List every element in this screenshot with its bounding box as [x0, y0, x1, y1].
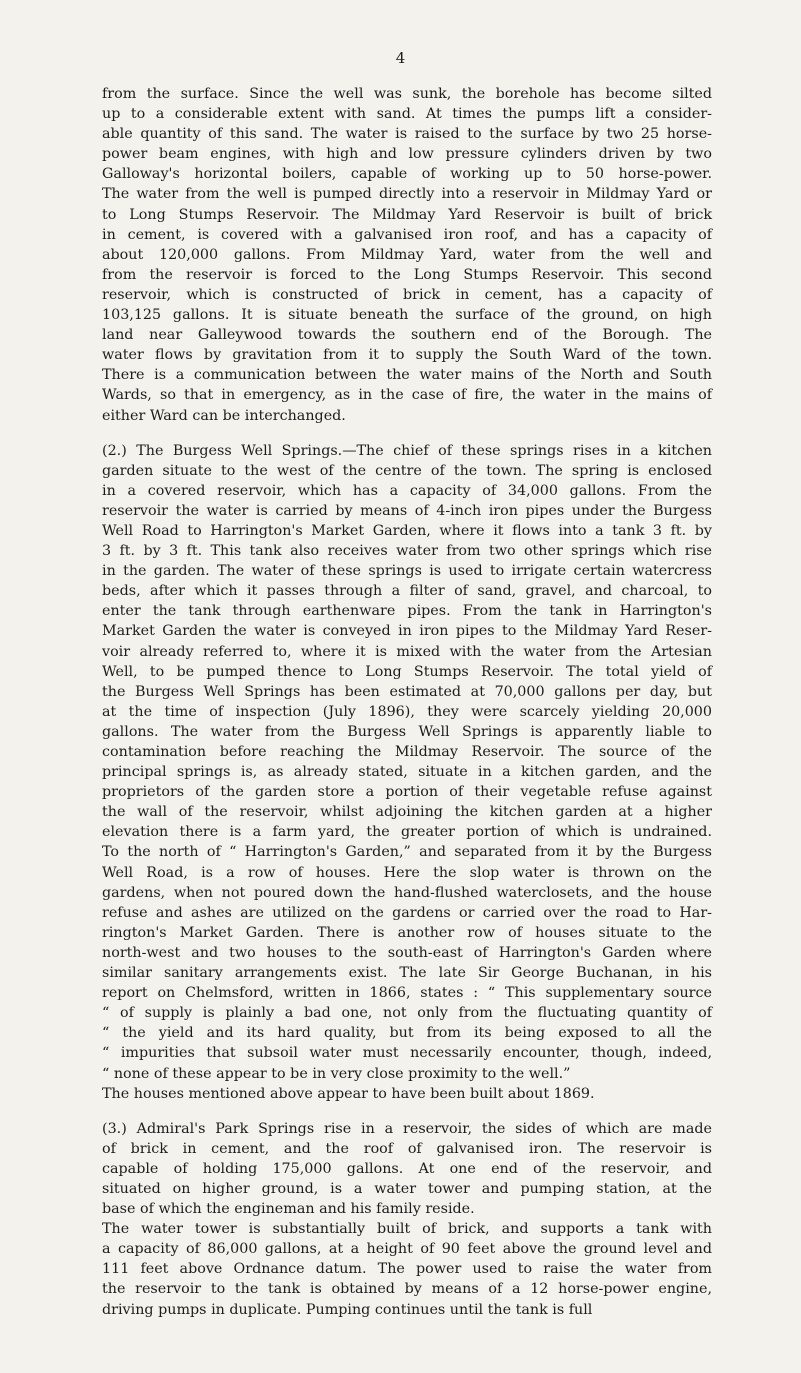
text-line: The water from the well is pumped directly into a reservoir in Mildmay Yard or [102, 186, 712, 203]
text-line: (2.) The Burgess Well Springs.—The chief of these springs rises in a kitchen [102, 442, 712, 459]
paragraph-admirals-park-springs [102, 1119, 712, 1320]
text-line: power beam engines, with high and low pressure cylinders driven by two [102, 146, 712, 163]
text-line: in the garden. The water of these springs is used to irrigate certain watercress [102, 563, 712, 580]
text-line: refuse and ashes are utilized on the gardens or carried over the road to Har- [102, 904, 712, 921]
text-line: at the time of inspection (July 1896), they were scarcely yielding 20,000 [102, 703, 712, 720]
text-line: To the north of “ Harrington's Garden,” and separated from it by the Burgess [102, 844, 712, 861]
text-line: able quantity of this sand. The water is raised to the surface by two 25 horse- [102, 126, 712, 143]
text-line: beds, after which it passes through a filter of sand, gravel, and charcoal, to [102, 583, 712, 600]
page-number: 4 [395, 49, 406, 67]
text-line: The water tower is substantially built of brick, and supports a tank with [102, 1221, 712, 1238]
text-line: principal springs is, as already stated, situate in a kitchen garden, and the [102, 764, 712, 781]
text-line: capable of holding 175,000 gallons. At one end of the reservoir, and [102, 1160, 712, 1177]
text-line: situated on higher ground, is a water tower and pumping station, at the [102, 1180, 712, 1197]
text-line: similar sanitary arrangements exist. The late Sir George Buchanan, in his [102, 965, 712, 982]
text-line: land near Galleywood towards the southern end of the Borough. The [102, 327, 712, 344]
text-line: “ impurities that subsoil water must necessarily encounter, though, indeed, [102, 1045, 712, 1062]
text-line: in cement, is covered with a galvanised iron roof, and has a capacity of [102, 226, 712, 243]
paragraph-gap [102, 1104, 712, 1119]
text-line: the wall of the reservoir, whilst adjoining the kitchen garden at a higher [102, 804, 712, 821]
text-line: of brick in cement, and the roof of galvanised iron. The reservoir is [102, 1140, 712, 1157]
text-line: garden situate to the west of the centre of the town. The spring is enclosed [102, 462, 712, 479]
text-line: “ none of these appear to be in very close proximity to the well.” [102, 1065, 571, 1082]
text-line: reservoir, which is constructed of brick in cement, has a capacity of [102, 286, 712, 303]
text-line: Wards, so that in emergency, as in the case of fire, the water in the mains of [102, 387, 712, 404]
paragraph-artesian-well [102, 84, 712, 426]
text-line: about 120,000 gallons. From Mildmay Yard, water from the well and [102, 246, 712, 263]
text-line: (3.) Admiral's Park Springs rise in a reservoir, the sides of which are made [102, 1120, 712, 1137]
text-line: gardens, when not poured down the hand-flushed waterclosets, and the house [102, 884, 712, 901]
text-line: in a covered reservoir, which has a capacity of 34,000 gallons. From the [102, 482, 712, 499]
text-line: driving pumps in duplicate. Pumping continues until the tank is full [102, 1301, 593, 1318]
text-line: 111 feet above Ordnance datum. The power used to raise the water from [102, 1261, 712, 1278]
text-line: “ of supply is plainly a bad one, not only from the fluctuating quantity of [102, 1005, 712, 1022]
text-line: voir already referred to, where it is mixed with the water from the Artesian [102, 643, 712, 660]
body-text [102, 84, 712, 1320]
text-line: Well, to be pumped thence to Long Stumps Reservoir. The total yield of [102, 663, 712, 680]
text-line: Galloway's horizontal boilers, capable of working up to 50 horse-power. [102, 166, 712, 183]
text-line: Well Road to Harrington's Market Garden, where it flows into a tank 3 ft. by [102, 522, 712, 539]
text-line: proprietors of the garden store a portion of their vegetable refuse against [102, 784, 712, 801]
text-line: reservoir the water is carried by means of 4-inch iron pipes under the Burgess [102, 502, 712, 519]
text-line: base of which the engineman and his family reside. [102, 1201, 475, 1218]
text-line: There is a communication between the water mains of the North and South [102, 367, 712, 384]
text-line: Market Garden the water is conveyed in iron pipes to the Mildmay Yard Reser- [102, 623, 712, 640]
text-line: from the surface. Since the well was sunk, the borehole has become silted [102, 86, 712, 102]
text-line: the reservoir to the tank is obtained by means of a 12 horse-power engine, [102, 1281, 712, 1298]
text-line: contamination before reaching the Mildmay Reservoir. The source of the [102, 744, 712, 760]
text-line: 3 ft. by 3 ft. This tank also receives water from two other springs which rise [102, 543, 712, 560]
text-line: enter the tank through earthenware pipes. From the tank in Harrington's [102, 603, 712, 620]
text-line: either Ward can be interchanged. [102, 407, 346, 424]
text-line: from the reservoir is forced to the Long Stumps Reservoir. This second [102, 266, 712, 283]
text-line: rington's Market Garden. There is another row of houses situate to the [102, 924, 712, 941]
text-line: gallons. The water from the Burgess Well Springs is apparently liable to [102, 723, 712, 740]
text-line: north-west and two houses to the south-east of Harrington's Garden where [102, 944, 712, 961]
text-line: water flows by gravitation from it to supply the South Ward of the town. [102, 347, 712, 364]
text-line: Well Road, is a row of houses. Here the slop water is thrown on the [102, 864, 712, 881]
paragraph-burgess-well-springs [102, 441, 712, 1104]
text-line: up to a considerable extent with sand. At times the pumps lift a consider- [102, 106, 712, 123]
text-line: the Burgess Well Springs has been estimated at 70,000 gallons per day, but [102, 683, 712, 700]
text-line: a capacity of 86,000 gallons, at a height of 90 feet above the ground level and [102, 1241, 712, 1258]
text-line: The houses mentioned above appear to have been built about 1869. [102, 1085, 595, 1102]
text-line: “ the yield and its hard quality, but from its being exposed to all the [102, 1025, 712, 1042]
text-line: to Long Stumps Reservoir. The Mildmay Yard Reservoir is built of brick [102, 206, 712, 223]
text-line: 103,125 gallons. It is situate beneath the surface of the ground, on high [102, 307, 712, 324]
paragraph-gap [102, 426, 712, 441]
text-line: elevation there is a farm yard, the greater portion of which is undrained. [102, 824, 712, 841]
text-line: report on Chelmsford, written in 1866, states : “ This supplementary source [102, 985, 712, 1002]
